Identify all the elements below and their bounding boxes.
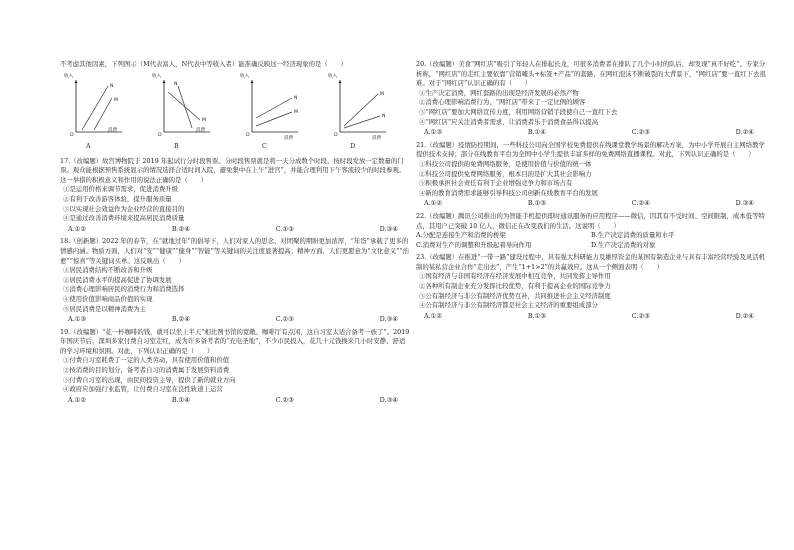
choice-b[interactable]: B.①③ (527, 311, 547, 320)
question-18-option: ①居民消费结构不断改善和升级 (63, 266, 153, 275)
graph-a-xaxis: 消费 (108, 127, 118, 133)
question-23-choices (416, 312, 766, 322)
question-18 (60, 237, 410, 324)
graph-b (152, 72, 214, 140)
graph-a-plot (68, 72, 126, 140)
question-21-stem: 21.（改编题）疫情防控期间，一些科技公司向全国学校免费提供在线课堂教学场景的解决方案，为中小学开展自主网络教学提供技术支持；部分在线教育平台为全国中小学生提供丰富多样的免费网络直播课程。对此，下列认识正确的是（ ） (416, 140, 765, 159)
choice-c[interactable]: C.②③ (631, 311, 650, 320)
question-20-stem: 20.（改编题）美食“网红店”吸引了年轻人在排起长龙，可很多消费者在排队了几个小时的队后，却发现“真不好吃”。专家分析称，“网红店”的走红主要依靠“营销噱头+标签+产品”的套路，在网红泡沫不断破裂的大背景下，“网红店”要一直红下去很难。对于“网红店”认识正确的有（ ） (416, 60, 766, 88)
choice-b[interactable]: B.生产决定消费的质量和水平 (591, 231, 675, 240)
question-17-stem: 17.（改编题）故宫博物院于 2019 年起试行分时段售票。分时段售票就是将一天分成数个时段，按时段发放一定数量的门票。观众能根据预售系统显示的情况选择合适时间入院，避免集中在上午“进宫”，并能合理利用下午客流较少的时段参观。这一举措的积极意义和作用的说法正确的是（ ） (60, 156, 406, 184)
question-20-choices (416, 128, 766, 138)
question-20-option: ②消费心理影响消费行为，“网红店”带来了一定比例的顾客 (419, 98, 586, 107)
graph-b-plot (156, 72, 214, 140)
question-19-option: ③付费自习室的出现，由民间投资主导，提供了新的就业方向 (63, 375, 236, 384)
choice-a[interactable]: A.①② (68, 395, 87, 404)
question-23 (416, 253, 766, 321)
choice-d[interactable]: D.③④ (379, 395, 398, 404)
graph-d-label: D (350, 141, 356, 150)
graph-a (64, 72, 126, 140)
choice-d[interactable]: D.③④ (735, 199, 754, 208)
question-19-stem: 19.（改编题）“花一杯咖啡的钱，就可以坐上半天”相比图书馆的宽敞、咖啡厅有点闲，这自习室太适合备考一族了”。2019 年国庆节后，深圳多家付费自习室走红，成为许多备考者的“充电圣地”，不少市民投入，花几十元钱换来几小时安静、舒适的学习环境和氛围。对此，下列认识正确的是（ ） (60, 327, 410, 355)
graph-b-label: B (174, 141, 179, 150)
graph-c-yaxis: 收入 (240, 73, 250, 79)
choice-c[interactable]: C.消费对生产的调整和升级起着导向作用 (416, 240, 532, 249)
question-18-stem: 18.（创新题）2022 年的春节，在“就地过年”的倡导下，人们对家人的思念、对团聚的期盼更加浓厚，“年货”承载了更多的情感内涵。物质方面，人们对“安”“健康”“健身”“智能”等关键词的关注度显著提高；精神方面，人们更愿意为“文化意义”“治愈”“惊喜”等关键词买单。这反映出（ ） (60, 237, 410, 265)
question-19-option: ④政府应加强行业监管，让付费自习室在良性轨道上运营 (63, 385, 223, 394)
question-18-choices (60, 315, 410, 325)
question-20-option: ③“网红店”要加大网络宣传力度，利用网络营销手段使自己一直红下去 (419, 107, 618, 116)
question-17-option: ③以实现社会效益作为企业经营的直接目的 (63, 204, 185, 213)
question-20-option: ①生产决定消费，网红套路的出现是经济发展的必然产物 (419, 88, 579, 97)
choice-a[interactable]: A.①② (424, 311, 443, 320)
choice-d[interactable]: D.②④ (735, 311, 754, 320)
choice-c[interactable]: C.②③ (275, 395, 294, 404)
graph-a-yaxis: 收入 (64, 73, 74, 79)
question-17 (60, 157, 410, 235)
question-19-choices (60, 396, 410, 406)
choice-a[interactable]: A.①② (68, 224, 87, 233)
question-21-option: ①科技公司提供的免费网络服务，是使用价值与价值的统一体 (419, 159, 592, 168)
graph-b-xaxis: 消费 (196, 127, 206, 133)
question-21 (416, 141, 766, 209)
choice-d[interactable]: D.③④ (379, 224, 398, 233)
left-column (60, 60, 410, 405)
question-17-choices (60, 225, 410, 235)
question-21-choices (416, 199, 766, 209)
graph-b-origin: O (158, 132, 162, 138)
graph-d (328, 72, 390, 141)
graph-d-origin: O (334, 132, 338, 138)
graph-d-curve-2: N (382, 113, 386, 119)
choice-a[interactable]: A.①② (424, 199, 443, 208)
choice-b[interactable]: B.②④ (171, 315, 191, 324)
choice-c[interactable]: C.①③ (275, 224, 294, 233)
question-21-option: ③积极承担社会责任有利于企业增强竞争力和市场占有 (419, 179, 573, 188)
question-17-option: ④是通过改善消费环境来提高居民消费质量 (63, 214, 185, 223)
choice-b[interactable]: B.①④ (527, 128, 547, 137)
choice-d[interactable]: D.生产决定消费的对象 (591, 240, 656, 249)
question-17-option: ②有利于改善游客体验，提升服务质量 (63, 194, 172, 203)
graph-d-yaxis: 收入 (328, 73, 338, 79)
question-22 (416, 212, 766, 250)
question-22-row-2 (416, 241, 766, 251)
question-20-option: ④“网红店”应关注消费者需求，让消费者乐于消费食品得以提高 (419, 117, 599, 126)
question-18-option: ④使用价值影响商品价值的实现 (63, 294, 153, 303)
choice-b[interactable]: B.②④ (171, 224, 191, 233)
graph-b-curve-1: N (174, 81, 178, 87)
question-23-stem: 23.（改编题）在推进“一带一路”建设过程中，具有强大科研能力及雄厚资金的某国有制造企业与具有丰富经营经验及灵活机制的某私营企业合作“走出去”，产生“1+1>2”的共赢效应。这从一个侧面表明（ ） (416, 253, 766, 271)
question-19 (60, 328, 410, 406)
question-18-option: ⑤居民消费是以精神消费为主 (63, 304, 147, 313)
graph-d-xaxis: 消费 (372, 135, 382, 141)
graph-c (240, 72, 302, 141)
choice-a[interactable]: A.①③ (424, 128, 443, 137)
graph-c-curve-1: N (294, 95, 298, 101)
question-23-option: ③公有制经济与非公有制经济优势互补，共同推进社会主义经济制度 (419, 291, 611, 300)
graph-c-curve-2: M (294, 109, 298, 115)
choice-a[interactable]: A.分配是连接生产和消费的桥梁 (416, 231, 506, 240)
graph-b-yaxis: 收入 (152, 73, 162, 79)
graph-a-origin: O (70, 132, 74, 138)
question-20 (416, 60, 766, 138)
question-18-option: ②居民消费水平的提高促进了协调发展 (63, 275, 172, 284)
question-19-option: ②按消费的目的划分，备考者自习的消费属于发展资料消费 (63, 366, 230, 375)
right-column (416, 60, 766, 321)
graph-c-xaxis: 消费 (284, 135, 294, 141)
choice-b[interactable]: B.①③ (527, 199, 547, 208)
graph-a-curve-2: M (114, 97, 118, 103)
graph-a-label: A (86, 141, 91, 150)
question-17-option: ①是运用价格来调节需求，促进消费升级 (63, 185, 179, 194)
choice-c[interactable]: C.②④ (631, 199, 650, 208)
graph-b-curve-2: M (202, 117, 206, 123)
graph-c-label: C (262, 141, 267, 150)
question-23-option: ①国有经济与非国有经济在经济发展中相互竞争，共同发挥主导作用 (419, 272, 611, 281)
choice-a[interactable]: A.①③ (68, 315, 87, 324)
graph-options (60, 72, 410, 154)
question-21-option: ④新的教育消费需求能够引导科技公司创新在线教育平台的发展 (419, 188, 598, 197)
question-23-option: ②各种所有制企业充分发挥比较优势，有利于提高企业的国际竞争力 (419, 282, 611, 291)
choice-d[interactable]: D.③④ (379, 315, 398, 324)
question-22-stem: 22.（改编题）腾讯公司推出的为智能手机提供即时通讯服务的应用程序——微信，因其有不受时间、空间限制，成本低等特点，其用户已突破 10 亿人，微信正在改变我们的生活。这说明（ ） (416, 211, 765, 230)
graph-d-plot (332, 72, 390, 140)
question-23-option: ④公有制经济与非公有制经济都是社会主义经济的重要组成部分 (419, 301, 598, 310)
question-18-option: ③消费心理影响居民的消费行为和消费选择 (63, 285, 185, 294)
graph-c-origin: O (246, 132, 250, 138)
choice-b[interactable]: B.①④ (171, 395, 191, 404)
question-22-row-1 (416, 231, 766, 241)
choice-d[interactable]: D.②④ (735, 128, 754, 137)
question-21-option: ②科技公司提供免费网络服务，根本目的是扩大其社会影响力 (419, 169, 592, 178)
choice-c[interactable]: C.②③ (275, 315, 294, 324)
graph-d-curve-1: M (380, 91, 384, 97)
choice-c[interactable]: C.②③ (631, 128, 650, 137)
graph-question-intro: 不考虑其他因素，下列图示（M代表富人，N代表中等收入者）能准确反映这一经济现象的是（ ） (60, 60, 347, 68)
graph-c-plot (244, 72, 302, 140)
graph-a-curve-1: N (110, 83, 114, 89)
question-19-option: ①付费自习室耗费了一定的人类劳动，具有使用价值和价值 (63, 356, 230, 365)
